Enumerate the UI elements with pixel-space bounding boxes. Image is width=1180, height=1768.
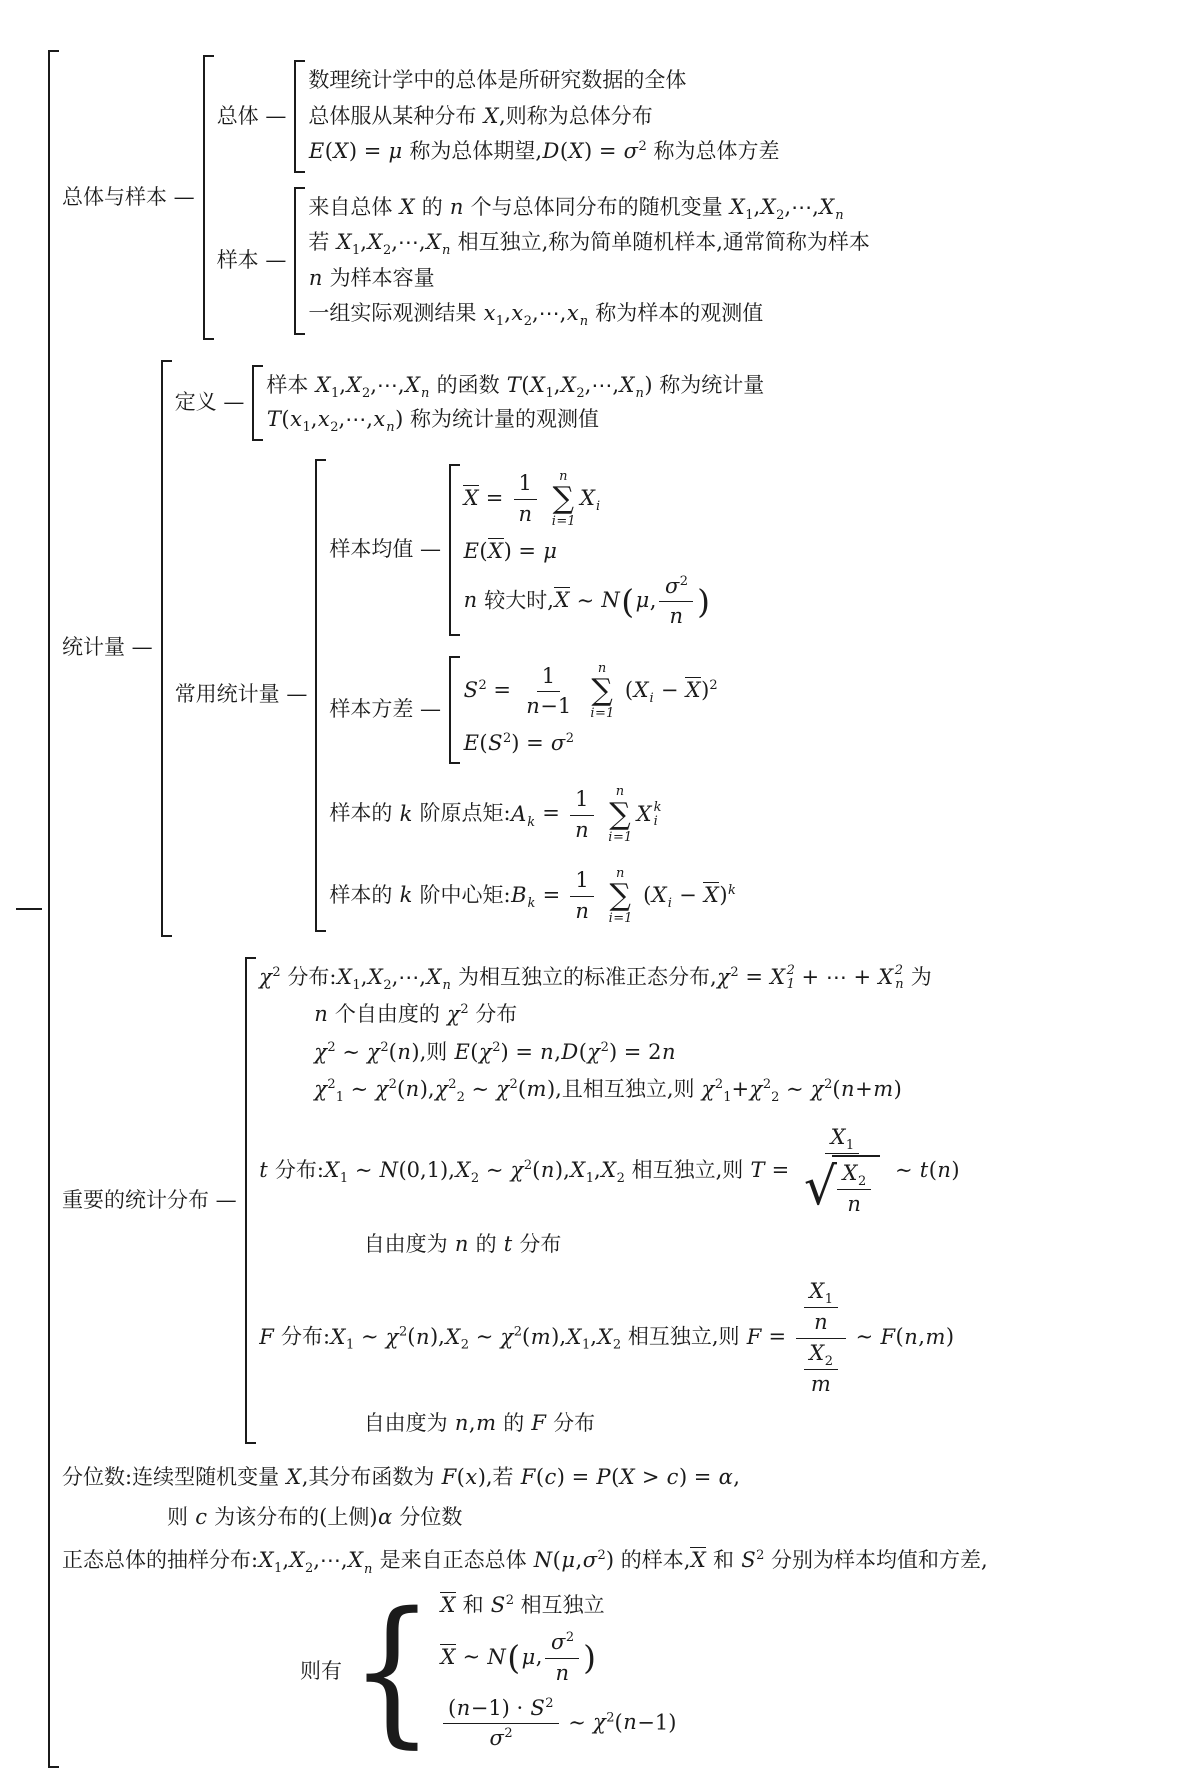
formula-line: t 分布$:X_1$ ∼ $N(0,1),X_2$ ∼ $\chi^2(n),X_1,X_2$ 相互独立,则 T = $X_1$ √ $\frac{X_2}{n}$ ∼ t(n) <box>259 1124 960 1217</box>
formula-line: F 分布$:X_1$ ∼ $\chi^2(n),X_2$ ∼ $\chi^2(m),X_1,X_2$ 相互独立,则 F = $\frac{\frac{X_1}{n}}{\frac{X_2}{m}}$ ∼ F(n,m) <box>259 1278 960 1398</box>
brace-group <box>436 1585 676 1758</box>
sigma-sum-icon: n ∑ i=1 <box>551 468 576 530</box>
fraction: $\frac{\sigma^2}{n}$ <box>659 573 693 631</box>
bracket-group <box>203 55 870 340</box>
bracket-group <box>294 187 870 335</box>
formula-line: X ∼ N(μ, $\frac{\sigma^2}{n}$ ) <box>440 1629 676 1687</box>
fraction: $\frac{1}{n}$ <box>570 786 595 844</box>
formula-line: 则 c 为该分布的(上侧)α 分位数 <box>167 1504 463 1529</box>
tree-node <box>62 957 988 1445</box>
tree-node <box>62 55 988 340</box>
overbar: X <box>488 538 504 563</box>
sigma-sum-icon: n ∑ i=1 <box>608 865 633 927</box>
node-label: 则有 <box>300 1658 342 1683</box>
bracket-group <box>315 459 736 932</box>
tree-node <box>217 60 870 173</box>
formula-line: 总体服从某种分布 X,则称为总体分布 <box>308 103 653 128</box>
fraction: $X_1$ √ $\frac{X_2}{n}$ <box>799 1124 885 1219</box>
formula-line: E(X) = μ <box>463 538 557 563</box>
formula-line: $T(x_1,x_2,\cdots,x_n)$ 称为统计量的观测值 <box>266 407 599 436</box>
formula-line: 数理统计学中的总体是所研究数据的全体 <box>308 68 687 92</box>
fraction: $\frac{1}{n}$ <box>513 470 538 528</box>
fraction: $\frac{X_1}{n}$ <box>804 1278 838 1336</box>
fraction: $\frac{\sigma^2}{n}$ <box>545 1629 579 1687</box>
overbar: X <box>440 1644 456 1669</box>
sigma-sum-icon: n ∑ i=1 <box>590 660 615 722</box>
formula-line: $\frac{(n-1) \cdot S^2}{\sigma^2}$ ∼ $\chi^2(n-1)$ <box>440 1695 676 1753</box>
bracket-group <box>449 656 718 765</box>
overbar: X <box>554 588 570 613</box>
bracket-group <box>252 365 764 441</box>
tree-node <box>175 365 765 441</box>
fraction: $\frac{1}{n}$ <box>570 867 595 925</box>
bracket-group <box>294 60 779 173</box>
fraction: $\frac{X_2}{n}$ <box>837 1160 871 1218</box>
mindmap-root <box>16 50 1176 1768</box>
formula-line: 样本的 k 阶中心矩$:B_k$ = $\frac{1}{n}$ n ∑ i=1 $(X_i - X)^k$ <box>329 865 736 927</box>
formula-line: $\chi^2_1$ ∼ $\chi^2(n),\chi^2_2$ ∼ $\chi^2(m)$,且相互独立,则 $\chi^2_1+\chi^2_2$ ∼ $\chi^2(n+m)$ <box>314 1077 902 1106</box>
formula-line: E(X) = μ 称为总体期望$,D(X) = \sigma^2$ 称为总体方差 <box>308 139 780 163</box>
tree-node: 则有 { X 和 $S^2$ 相互独立 X ∼ N(μ, $\frac{\sigma^2}{n}$ ) $\frac{(n-1) \cdot S^2}{\sigma^2}$ ∼ $\chi^2(n-1)$ <box>300 1578 677 1764</box>
node-label: 定义 — <box>174 389 245 414</box>
bracket-group <box>449 464 711 636</box>
root-connector-dash <box>16 908 42 910</box>
node-label: 样本方差 — <box>329 697 442 722</box>
overbar: X <box>703 882 719 907</box>
formula-line: $E(S^2) = \sigma^2$ <box>463 730 575 755</box>
bracket-group <box>161 360 765 937</box>
bracket-group <box>245 957 960 1445</box>
node-label: 样本均值 — <box>329 536 442 561</box>
overbar: X <box>690 1548 706 1573</box>
overbar: X <box>440 1592 456 1617</box>
formula-line: 正态总体的抽样分布$:X_1,X_2,\cdots,X_n$ 是来自正态总体 $N(\mu,\sigma^2)$ 的样本,X 和 $S^2$ 分别为样本均值和方差, <box>62 1548 988 1577</box>
formula-line: n 为样本容量 <box>308 265 435 290</box>
overbar: X <box>685 677 701 702</box>
formula-line: 一组实际观测结果 $x_1,x_2,\cdots,x_n$ 称为样本的观测值 <box>308 301 764 330</box>
formula-line: 分位数:连续型随机变量 X,其分布函数为 F(x),若 F(c) = P(X > c) = α, <box>62 1465 740 1490</box>
formula-line: 自由度为 n,m 的 F 分布 <box>363 1410 596 1435</box>
formula-line: X 和 $S^2$ 相互独立 <box>440 1592 605 1617</box>
formula-line: 来自总体 X 的 n 个与总体同分布的随机变量 $X_1,X_2,\cdots,X_n$ <box>308 194 844 223</box>
tree-node <box>62 360 988 937</box>
sqrt-radical-icon: √ $\frac{X_2}{n}$ <box>804 1155 880 1218</box>
fraction: $\frac{(n-1) \cdot S^2}{\sigma^2}$ <box>443 1695 559 1753</box>
formula-line: $\chi^2$ 分布$:X_1,X_2,\cdots,X_n$ 为相互独立的标准正态分布$,\chi^2 = X$ 2 1 + ⋯ + X 2 n 为 <box>259 963 932 994</box>
tree-node <box>329 464 736 636</box>
node-label: 重要的统计分布 — <box>62 1187 237 1212</box>
tree-node <box>329 656 736 765</box>
node-label: 统计量 — <box>62 635 153 660</box>
formula-line: $S^2$ = $\frac{1}{n-1}$ n ∑ i=1 $(X_i - X)^2$ <box>463 660 718 722</box>
formula-line: 自由度为 n 的 t 分布 <box>363 1231 562 1256</box>
formula-line: X = $\frac{1}{n}$ n ∑ i=1 $X_i$ <box>463 468 601 530</box>
tree-node <box>217 187 870 335</box>
sigma-sum-icon: n ∑ i=1 <box>608 784 633 846</box>
formula-line: n 个自由度的 $\chi^2$ 分布 <box>314 1002 518 1027</box>
node-label: 常用统计量 — <box>174 682 308 707</box>
tree-root-children <box>48 50 988 1768</box>
fraction <box>796 1278 846 1398</box>
formula-line: 样本 $X_1,X_2,\cdots,X_n$ 的函数 $T(X_1,X_2,\cdots,X_n)$ 称为统计量 <box>266 372 765 401</box>
node-label: 总体与样本 — <box>62 184 195 209</box>
formula-line: n 较大时,X ∼ N(μ, $\frac{\sigma^2}{n}$ ) <box>463 573 711 631</box>
node-label: 样本 — <box>216 247 287 272</box>
formula-line: 若 $X_1,X_2,\cdots,X_n$ 相互独立,称为简单随机样本,通常简称为样本 <box>308 230 870 259</box>
fraction: $\frac{1}{n-1}$ <box>526 663 572 718</box>
node-label: 总体 — <box>216 103 287 128</box>
tree-node <box>175 459 765 932</box>
overbar: X <box>463 485 479 510</box>
formula-line: $\chi^2$ ∼ $\chi^2(n)$,则 $E(\chi^2) = n,D(\chi^2) = 2n$ <box>314 1039 676 1064</box>
formula-line: 样本的 k 阶原点矩$:A_k$ = $\frac{1}{n}$ n ∑ i=1 X k i <box>329 784 662 846</box>
fraction: $\frac{X_2}{m}$ <box>804 1340 838 1398</box>
